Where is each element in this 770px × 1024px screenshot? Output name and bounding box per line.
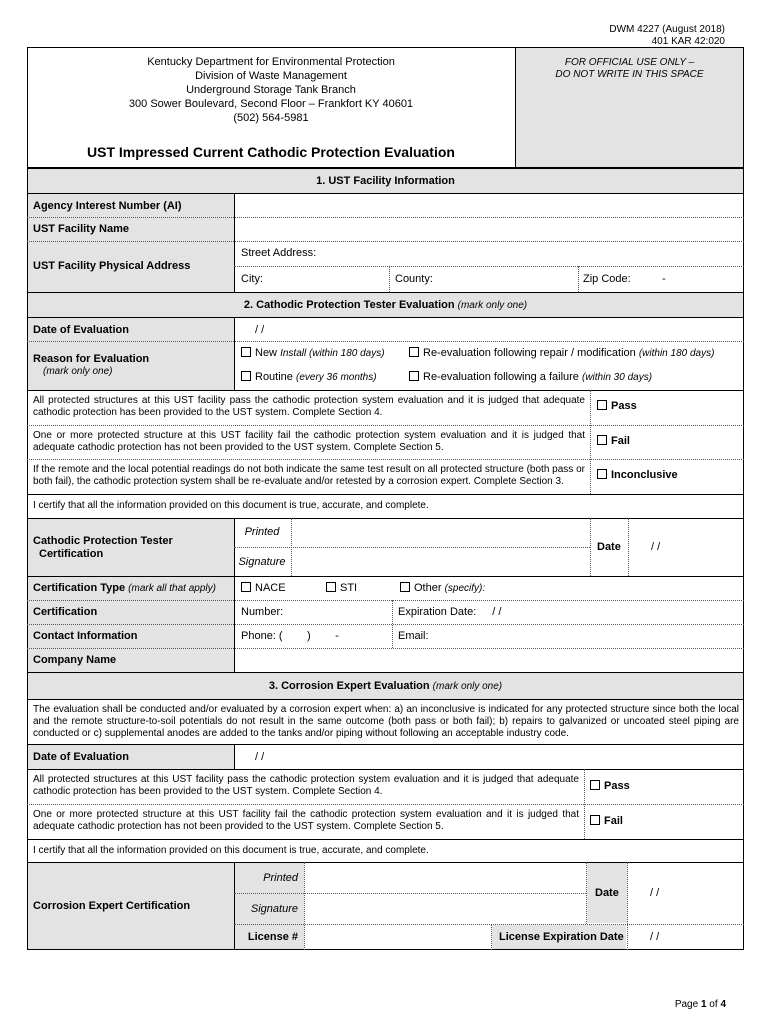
reason-note: (mark only one) <box>43 366 113 377</box>
section2-heading: 2. Cathodic Protection Tester Evaluation (mark only one) <box>243 299 528 311</box>
cert-expiration-field[interactable]: Expiration Date: / / <box>398 606 502 618</box>
company-label: Company Name <box>33 654 117 666</box>
opt-new[interactable]: New Install (within 180 days) <box>241 347 385 360</box>
s2-pass-checkbox[interactable] <box>597 400 607 410</box>
s2-inconclusive-text: If the remote and the local potential readings do not both indicate the same test result on all protected structure (both pass or both fail), the cathodic protection system shall be re-evaluate and/or retested by a corrosion expert. Complete Section 3. <box>33 464 585 487</box>
certification-label: Certification <box>33 606 98 618</box>
email-field[interactable]: Email: <box>398 630 429 642</box>
s3-certify-text: I certify that all the information provided on this document is true, accurate, and complete. <box>33 845 429 856</box>
nace-checkbox[interactable] <box>241 582 251 592</box>
s3-printed-label: Printed <box>263 872 298 884</box>
reeval-repair-checkbox[interactable] <box>409 347 419 357</box>
s2-pass-text: All protected structures at this UST facility pass the cathodic protection system evaluation and it is judged that adequate cathodic protection has been provided to the UST system. Complete Section 4. <box>33 395 585 418</box>
company-field[interactable] <box>235 649 743 671</box>
ai-field[interactable] <box>235 194 743 217</box>
sti-checkbox[interactable] <box>326 582 336 592</box>
reason-label: Reason for Evaluation <box>33 353 150 365</box>
cert-type-label: Certification Type (mark all that apply) <box>33 582 216 594</box>
s2-inconclusive-option[interactable]: Inconclusive <box>597 469 678 482</box>
s3-pass-text: All protected structures at this UST facility pass the cathodic protection system evaluation and it is judged that adequate cathodic protection has been provided to the UST system. Complete Section 4. <box>33 774 579 797</box>
county-field[interactable]: County: <box>395 273 433 285</box>
contact-label: Contact Information <box>33 630 138 642</box>
zip-field[interactable]: Zip Code: <box>583 273 631 285</box>
tester-cert-label: Cathodic Protection Tester Certification <box>33 535 173 560</box>
s3-signature-label: Signature <box>250 903 298 915</box>
s3-date2-label: Date <box>595 887 619 899</box>
s3-printed-field[interactable] <box>305 863 585 892</box>
address-label: UST Facility Physical Address <box>33 260 191 272</box>
s2-printed-label: Printed <box>244 526 280 538</box>
license-exp-field[interactable]: / / <box>650 931 660 943</box>
s2-signature-field[interactable] <box>292 548 589 575</box>
s2-inconclusive-checkbox[interactable] <box>597 469 607 479</box>
opt-reeval-repair[interactable]: Re-evaluation following repair / modification (within 180 days) <box>409 347 714 360</box>
section1-heading: 1. UST Facility Information <box>316 175 455 187</box>
license-label: License # <box>247 931 298 943</box>
new-checkbox[interactable] <box>241 347 251 357</box>
facility-name-field[interactable] <box>235 218 743 241</box>
s3-pass-option[interactable]: Pass <box>590 780 630 793</box>
s2-fail-text: One or more protected structure at this UST facility fail the cathodic protection system evaluation and it is judged that adequate cathodic protection has not been provided to the UST system. Complete Section 5. <box>33 430 585 453</box>
license-exp-label: License Expiration Date <box>499 931 624 943</box>
s2-date2-label: Date <box>597 541 621 553</box>
opt-reeval-failure[interactable]: Re-evaluation following a failure (within 30 days) <box>409 371 652 384</box>
opt-nace[interactable]: NACE <box>241 582 286 595</box>
opt-routine[interactable]: Routine (every 36 months) <box>241 371 377 384</box>
opt-sti[interactable]: STI <box>326 582 357 595</box>
ai-label: Agency Interest Number (AI) <box>33 200 182 212</box>
s3-date-field[interactable]: / / <box>255 751 265 763</box>
page-number: Page 1 of 4 <box>674 999 726 1010</box>
s2-signature-label: Signature <box>238 556 286 568</box>
s3-intro: The evaluation shall be conducted and/or evaluated by a corrosion expert when: a) an inconclusive is indicated for any protected structure since both the local and the remote structure-to-soil potentials do not result in the same outcome (both pass or both fail); b) repairs to galvanized or uncoated steel piping are conducted or c) supplemental anodes are added to the tanks and/or piping without following an acceptable industry code. <box>33 704 739 739</box>
license-field[interactable] <box>305 925 490 949</box>
facility-name-label: UST Facility Name <box>33 223 129 235</box>
s3-fail-checkbox[interactable] <box>590 815 600 825</box>
s2-fail-option[interactable]: Fail <box>597 435 630 448</box>
s2-date-label: Date of Evaluation <box>33 324 129 336</box>
s3-pass-checkbox[interactable] <box>590 780 600 790</box>
phone-field[interactable]: Phone: ( ) - <box>241 630 339 642</box>
zip-dash: - <box>662 273 666 285</box>
s3-date2-field[interactable]: / / <box>650 887 660 899</box>
s2-certify-text: I certify that all the information provided on this document is true, accurate, and complete. <box>33 500 429 511</box>
other-checkbox[interactable] <box>400 582 410 592</box>
cert-number-field[interactable]: Number: <box>241 606 284 618</box>
s2-date-field[interactable]: / / <box>255 324 265 336</box>
routine-checkbox[interactable] <box>241 371 251 381</box>
s2-pass-option[interactable]: Pass <box>597 400 637 413</box>
official-use-note: FOR OFFICIAL USE ONLY – DO NOT WRITE IN THIS SPACE <box>555 57 704 80</box>
s3-fail-text: One or more protected structure at this UST facility fail the cathodic protection system evaluation and it is judged that adequate cathodic protection has not been provided to the UST system. Complete Section 5. <box>33 809 579 832</box>
s2-fail-checkbox[interactable] <box>597 435 607 445</box>
s2-printed-field[interactable] <box>292 519 589 546</box>
expert-cert-label: Corrosion Expert Certification <box>33 900 191 912</box>
form-title: UST Impressed Current Cathodic Protection Evaluation <box>87 144 455 160</box>
city-field[interactable]: City: <box>241 273 263 285</box>
reeval-failure-checkbox[interactable] <box>409 371 419 381</box>
form-id: DWM 4227 (August 2018) 401 KAR 42:020 <box>609 24 725 47</box>
opt-other[interactable]: Other (specify): <box>400 582 485 595</box>
s2-date2-field[interactable]: / / <box>651 541 661 553</box>
street-address-field[interactable]: Street Address: <box>241 247 317 259</box>
s3-signature-field[interactable] <box>305 894 585 923</box>
agency-address: Kentucky Department for Environmental Protection Division of Waste Management Underground Storage Tank Branch 300 Sower Boulevard, Second Floor – Frankfort KY 40601 (502) 564-5981 <box>128 56 414 124</box>
s3-date-label: Date of Evaluation <box>33 751 129 763</box>
s3-fail-option[interactable]: Fail <box>590 815 623 828</box>
section3-heading: 3. Corrosion Expert Evaluation (mark only one) <box>268 680 503 692</box>
